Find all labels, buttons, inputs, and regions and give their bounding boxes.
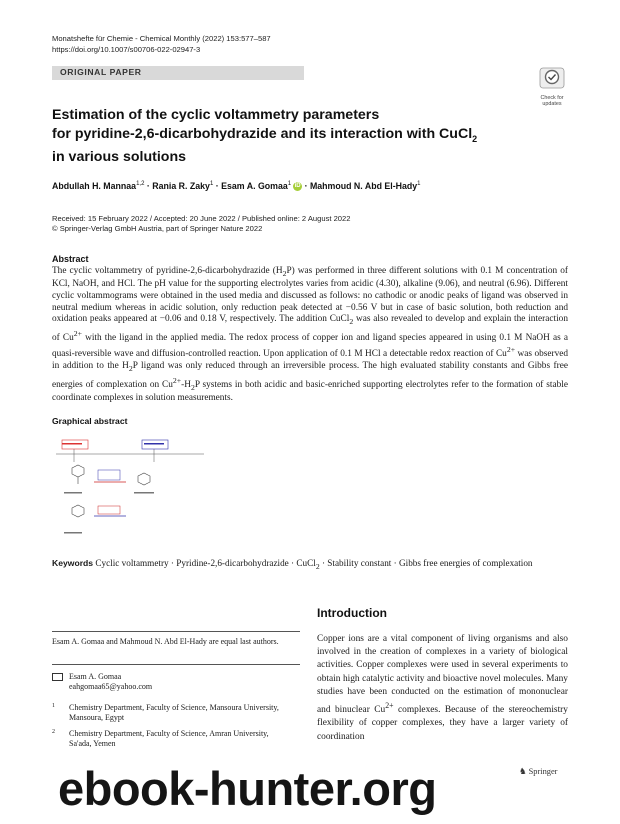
- check-updates-line1: Check for: [540, 95, 564, 101]
- article-title: [52, 106, 572, 166]
- springer-horse-icon: ♞: [519, 767, 527, 776]
- contact-email[interactable]: eahgomaa65@yahoo.com: [69, 682, 153, 692]
- keywords: Keywords Cyclic voltammetry · Pyridine-2,6-dicarbohydrazide · CuCl$_2$ · Stability constant · Gibbs free energies of complexation: [52, 558, 533, 571]
- equal-contribution-note: Esam A. Gomaa and Mahmoud N. Abd El-Hady are equal last authors.: [52, 637, 279, 646]
- orcid-icon[interactable]: iD: [294, 183, 301, 190]
- affiliation-2: 2 Chemistry Department, Faculty of Science, Amran University, Sa'ada, Yemen: [52, 729, 269, 749]
- keywords-label: Keywords: [52, 558, 94, 568]
- introduction-heading: Introduction: [317, 606, 387, 620]
- title-line-2: for pyridine-2,6-dicarbohydrazide and its interaction with CuCl$_2$: [52, 125, 478, 144]
- contact-name: Esam A. Gomaa: [69, 672, 122, 681]
- check-for-updates-badge[interactable]: [537, 67, 567, 107]
- graphical-abstract-image: [54, 436, 214, 541]
- graphical-abstract-heading: Graphical abstract: [52, 416, 128, 426]
- publisher-logo: ♞ Springer: [519, 767, 558, 776]
- copyright-line: © Springer-Verlag GmbH Austria, part of Springer Nature 2022: [52, 224, 263, 233]
- author-list: Abdullah H. Mannaa$^{1,2}$ · Rania R. Zaky$^1$ · Esam A. Gomaa$^1$ iD · Mahmoud N. Abd El-Hady$^1$: [52, 181, 421, 191]
- publication-dates: [52, 214, 350, 234]
- corresponding-author: [52, 672, 152, 693]
- affiliation-1: 1 Chemistry Department, Faculty of Science, Mansoura University, Mansoura, Egypt: [52, 703, 279, 723]
- check-updates-line2: updates: [542, 101, 562, 107]
- doi-link[interactable]: https://doi.org/10.1007/s00706-022-02947-3: [52, 45, 201, 54]
- journal-citation: Monatshefte für Chemie - Chemical Monthly (2022) 153:577–587: [52, 34, 271, 43]
- footnote-rule: [52, 631, 300, 632]
- check-updates-icon: [537, 67, 567, 89]
- journal-header: [52, 33, 271, 55]
- envelope-icon: [52, 673, 63, 681]
- introduction-body: Copper ions are a vital component of living organisms and also involved in the creation of complexes in a variety of biological activities. Copper complexes were used in several experiments to obtain high catalytic activity and bioactive novel molecules. Many studies have been conducted on the estimation of mononuclear and binuclear $Cu^{2+}$ complexes. Because of the stereochemistry flexibility of copper complexes, they have a larger variety of coordination: [317, 634, 568, 742]
- footnote-rule-2: [52, 664, 300, 665]
- abstract-body: The cyclic voltammetry of pyridine-2,6-dicarbohydrazide $(H_2P)$ was performed in three different solutions with 0.1 M concentration of KCl, NaOH, and HCl. The pH value for the supporting electrolytes varies from acidic (4.30), alkaline (9.06), and neutral (6.96). Different cyclic voltammograms were obtained in the used media and discussed as follows: no cathodic or anodic peaks of ligand was observed in neutral medium whereas in acidic solution, only reduction peak detected at −0.56 V but in case of basic solution, both reduction and oxidation peaks appeared at −0.06 and 0.18 V, respectively. The addition CuCl$_2$ was also revealed to develop and explain the interaction of $Cu^{2+}$ with the ligand in the applied media. The redox process of copper ion and ligand species appeared in using 0.1 M NaOH as a quasi-reversible wave and diffusion-controlled reaction. Upon application of 0.1 M HCl a detectable redox reaction of $Cu^{2+}$ was observed in addition to the $H_2P$ ligand was only reduced through an irreversible process. The high evaluated stability constants and Gibbs free energies of complexation on $Cu^{2+}-H_2P$ systems in both acidic and basic-enriched supporting electrolytes refer to the formation of stable coordinate complexes in solution measurements.: [52, 266, 568, 404]
- article-type-label: ORIGINAL PAPER: [60, 67, 142, 77]
- author-2[interactable]: Rania R. Zaky: [152, 181, 210, 191]
- author-4[interactable]: Mahmoud N. Abd El-Hady: [309, 181, 418, 191]
- abstract-heading: Abstract: [52, 254, 89, 264]
- title-line-3: in various solutions: [52, 148, 187, 165]
- author-1[interactable]: Abdullah H. Mannaa: [52, 181, 137, 191]
- article-type-banner: [52, 66, 304, 80]
- author-3[interactable]: Esam A. Gomaa: [221, 181, 288, 191]
- watermark: ebook-hunter.org: [58, 762, 437, 815]
- history-dates: Received: 15 February 2022 / Accepted: 20 June 2022 / Published online: 2 August 2022: [52, 214, 351, 223]
- title-line-1: Estimation of the cyclic voltammetry parameters: [52, 107, 380, 123]
